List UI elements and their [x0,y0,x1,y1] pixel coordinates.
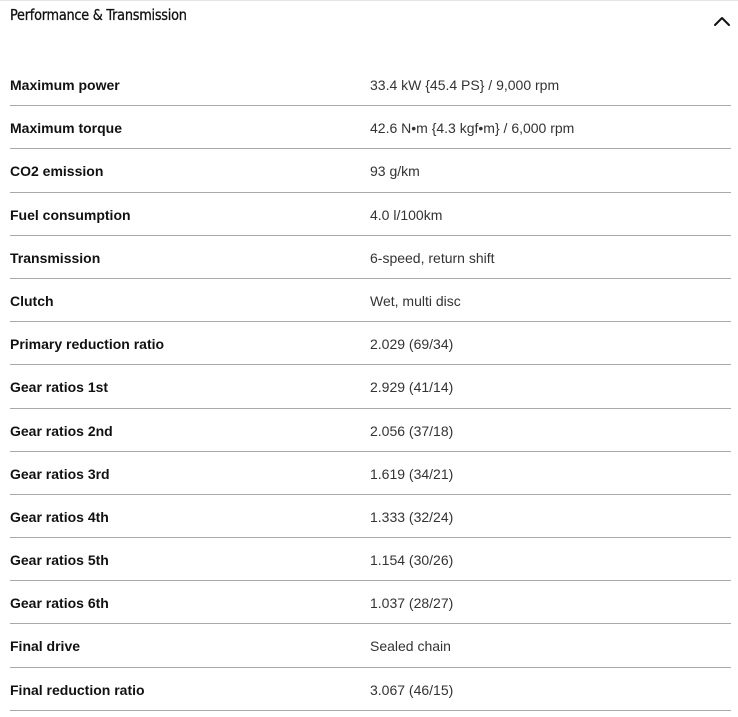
spec-value: 2.056 (37/18) [370,422,454,439]
spec-row-maximum-torque [10,106,731,149]
section-title: Performance & Transmission [10,6,187,24]
spec-row-gear-ratio-6th [10,581,731,624]
spec-row-gear-ratio-4th [10,495,731,538]
spec-row-gear-ratio-5th [10,538,731,581]
spec-row-final-reduction-ratio [10,668,731,711]
spec-label: Fuel consumption [10,206,131,223]
spec-label: Gear ratios 2nd [10,422,113,439]
spec-value: 2.929 (41/14) [370,379,454,396]
spec-label: Final reduction ratio [10,681,145,698]
spec-value: Sealed chain [370,638,451,655]
spec-value: 33.4 kW {45.4 PS} / 9,000 rpm [370,77,560,93]
spec-row-fuel-consumption [10,193,731,236]
spec-value: 1.619 (34/21) [370,465,454,482]
chevron-up-icon[interactable] [713,14,731,28]
section-header-performance-transmission[interactable] [0,0,738,40]
spec-row-gear-ratio-2nd [10,409,731,452]
spec-label: Clutch [10,292,54,309]
spec-row-primary-reduction-ratio [10,322,731,365]
spec-label: Maximum power [10,77,120,93]
spec-label: Primary reduction ratio [10,336,165,353]
spec-value: 42.6 N•m {4.3 kgf•m} / 6,000 rpm [370,120,575,137]
spec-row-clutch [10,279,731,322]
spec-value: 1.037 (28/27) [370,595,454,612]
spec-label: Gear ratios 3rd [10,465,110,482]
spec-table [10,63,731,711]
spec-value: 1.154 (30/26) [370,552,454,569]
spec-label: Gear ratios 6th [10,595,109,612]
spec-value: 93 g/km [370,163,420,180]
spec-value: 2.029 (69/34) [370,336,454,353]
spec-value: 3.067 (46/15) [370,681,454,698]
spec-label: Transmission [10,249,101,266]
spec-value: 4.0 l/100km [370,206,443,223]
spec-label: CO2 emission [10,163,104,180]
spec-row-final-drive [10,624,731,667]
spec-row-gear-ratio-1st [10,365,731,408]
spec-row-co2-emission [10,149,731,192]
spec-label: Gear ratios 5th [10,552,109,569]
spec-value: 6-speed, return shift [370,249,495,266]
spec-row-gear-ratio-3rd [10,452,731,495]
spec-label: Gear ratios 4th [10,508,109,525]
spec-label: Maximum torque [10,120,123,137]
spec-row-transmission [10,236,731,279]
spec-value: 1.333 (32/24) [370,508,454,525]
spec-label: Final drive [10,638,81,655]
spec-row-maximum-power [10,63,731,106]
spec-value: Wet, multi disc [370,292,461,309]
spec-label: Gear ratios 1st [10,379,109,396]
